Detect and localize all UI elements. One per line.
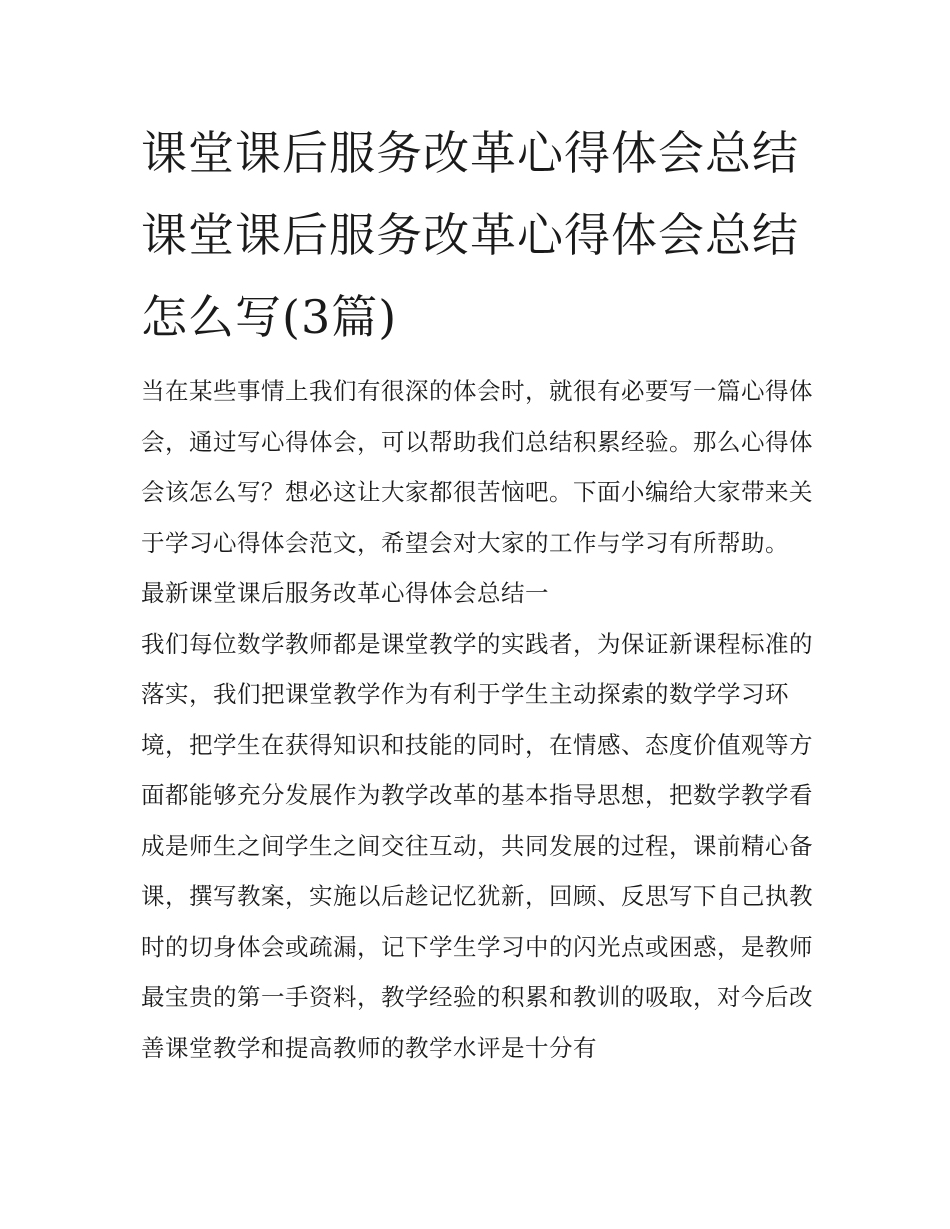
section-body-paragraph: 我们每位数学教师都是课堂教学的实践者，为保证新课程标准的落实，我们把课堂教学作为有利于学生主动探索的数学学习环境，把学生在获得知识和技能的同时，在情感、态度价值观等方面都能够充分发展作为教学改革的基本指导思想，把数学教学看成是师生之间学生之间交往互动，共同发展的过程，课前精心备课，撰写教案，实施以后趁记忆犹新，回顾、反思写下自己执教时的切身体会或疏漏，记下学生学习中的闪光点或困惑，是教师最宝贵的第一手资料，教学经验的积累和教训的吸取，对今后改善课堂教学和提高教师的教学水评是十分有 xyxy=(141,629,813,1062)
document-title: 课堂课后服务改革心得体会总结 课堂课后服务改革心得体会总结怎么写(3篇) xyxy=(141,126,799,344)
intro-paragraph: 当在某些事情上我们有很深的体会时，就很有必要写一篇心得体会，通过写心得体会，可以帮助我们总结积累经验。那么心得体会该怎么写？想必这让大家都很苦恼吧。下面小编给大家带来关于学习心得体会范文，希望会对大家的工作与学习有所帮助。 xyxy=(141,377,813,557)
section-heading: 最新课堂课后服务改革心得体会总结一 xyxy=(141,579,549,607)
document-page xyxy=(141,112,813,1073)
